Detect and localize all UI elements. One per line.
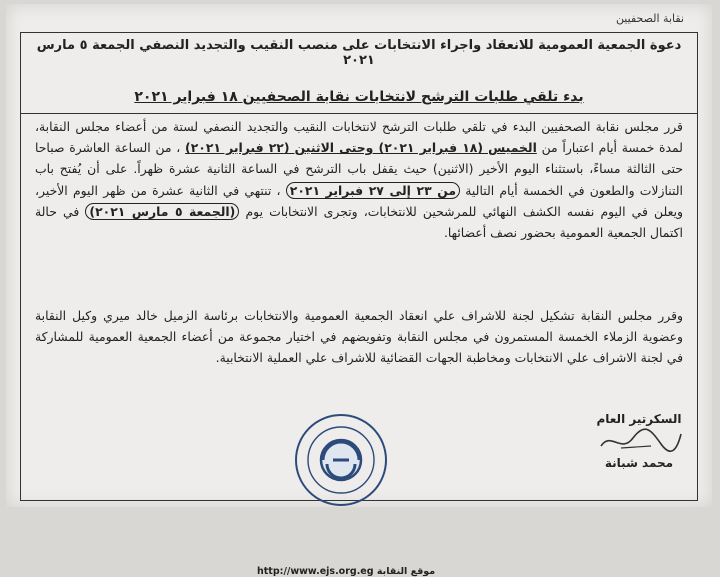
p1-appeals-dates: من ٢٣ إلى ٢٧ فبراير ٢٠٢١ bbox=[286, 182, 460, 199]
p1-election-date: (الجمعة ٥ مارس ٢٠٢١) bbox=[85, 203, 239, 220]
signature-name: محمد شبانة bbox=[604, 456, 674, 470]
p1-text-a: قرر مجلس نقابة الصحفيين البدء في تلقي طلبات الترشح لانتخابات النقيب والتجديد النصفي لستة من أعضاء مجلس النقابة، لمدة خمسة أيام اعتباراً من bbox=[35, 119, 683, 156]
signature-title: السكرتير العام bbox=[596, 412, 682, 426]
org-label: نقابة الصحفيين bbox=[615, 12, 684, 25]
title-line1: دعوة الجمعية العمومية للانعقاد واجراء الانتخابات على منصب النقيب والتجديد النصفي الجمعة ٥ مارس ٢٠٢١ bbox=[36, 38, 682, 68]
website-label: http://www.ejs.org.eg موقع النقابة bbox=[257, 566, 436, 577]
signature-scribble-icon bbox=[591, 426, 687, 456]
signature-block bbox=[591, 412, 687, 470]
body-box bbox=[20, 112, 698, 577]
paragraph-2: وقرر مجلس النقابة تشكيل لجنة للاشراف علي انعقاد الجمعية العمومية والانتخابات برئاسة الزميل خالد ميري وكيل النقابة وعضوية الزملاء الخمسة المستمرون في مجلس النقابة وتفويضهم في اختيار مجموعة من أعضاء الجمعية العمومية للمشاركة في لجنة الاشراف علي الانتخابات ومخاطبة الجهات القضائية للاشراف علي العملية الانتخابية. bbox=[35, 308, 683, 366]
title-announcement bbox=[21, 38, 697, 68]
header-box bbox=[20, 32, 698, 114]
p1-text-e: ، تنتهي في الثانية عشرة من ظهر اليوم الأخير، ويعلن في اليوم نفسه الكشف النهائي للمرشحين للانتخابات، وتجرى الانتخابات يوم bbox=[35, 182, 683, 219]
p1-text-c: ، من الساعة العاشرة صباحا حتى الثالثة مساءً، باستثناء اليوم الأخير (الاثنين) حيث يقفل باب الترشح في الساعة الثانية عشرة ظهراً. على أن يُفتح باب التنازلات والطعون في الخمسة أيام التالية bbox=[35, 140, 683, 198]
syndicate-logo-icon bbox=[293, 412, 389, 508]
p1-text-g: في حالة اكتمال الجمعية العمومية بحضور نصف أعضائها. bbox=[35, 203, 683, 241]
document-page bbox=[6, 4, 712, 577]
title-line2: بدء تلقي طلبات الترشح لانتخابات نقابة الصحفيين ١٨ فبراير ٢٠٢١ bbox=[134, 89, 584, 105]
paragraph-1 bbox=[35, 116, 683, 243]
title-nominations bbox=[21, 89, 697, 105]
p1-dates-highlight: الخميس (١٨ فبراير ٢٠٢١) وحتى الاثنين (٢٢ فبراير ٢٠٢١) bbox=[185, 140, 537, 156]
